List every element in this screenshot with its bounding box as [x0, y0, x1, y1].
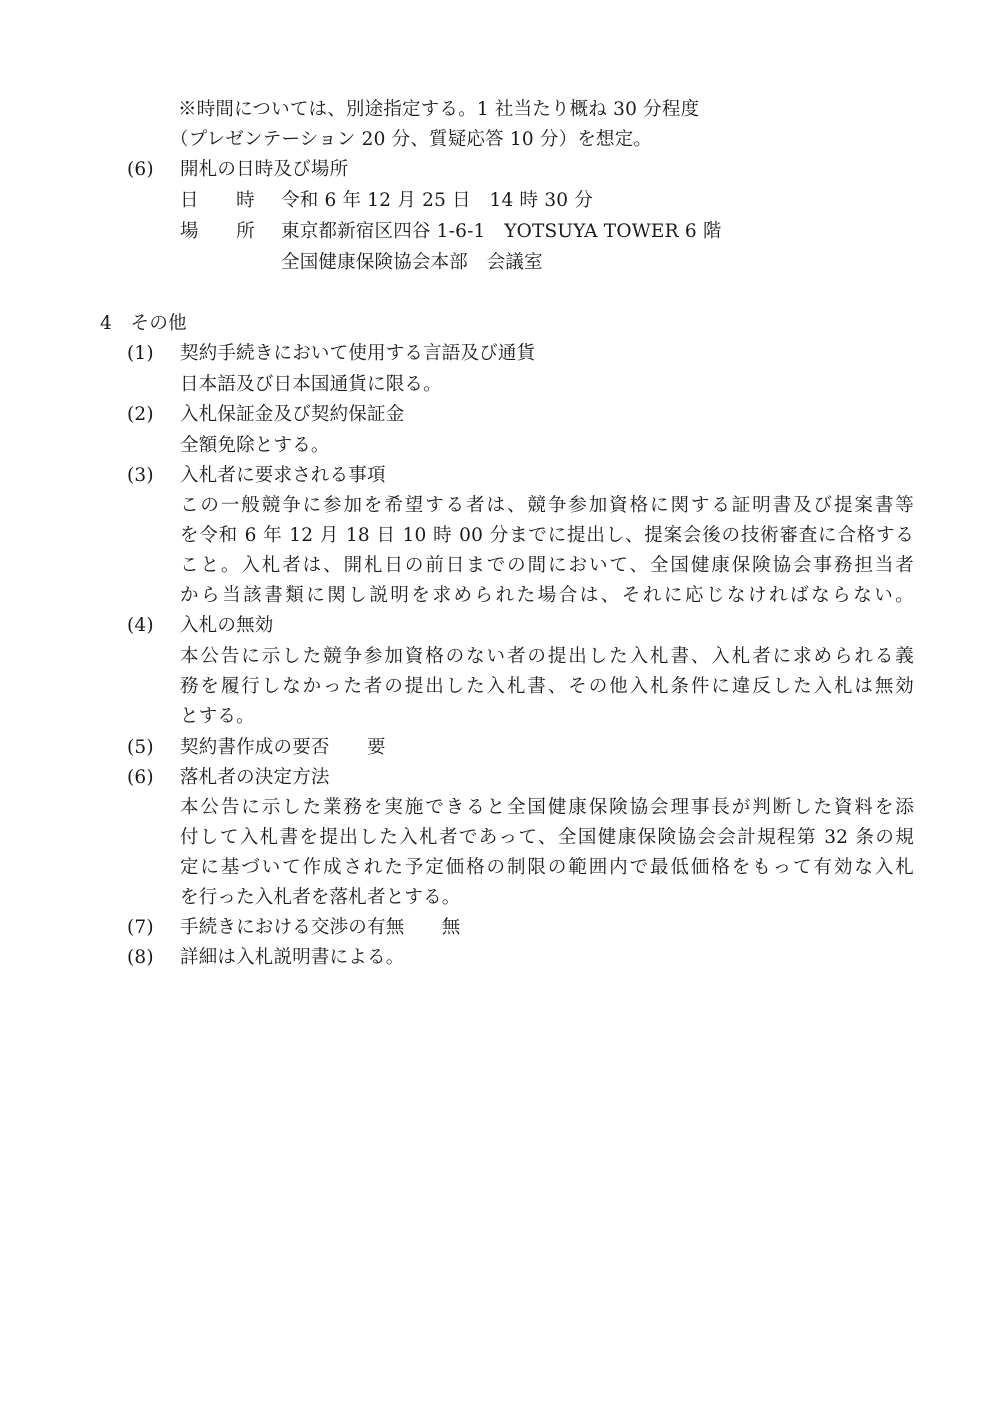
item-body-line: この一般競争に参加を希望する者は、競争参加資格に関する証明書及び提案書等 — [180, 495, 914, 516]
date-label: 日 時 — [180, 190, 255, 211]
item-body-line: 日本語及び日本国通貨に限る。 — [180, 374, 442, 395]
item-title: 詳細は入札説明書による。 — [180, 947, 405, 968]
item-number: (5) — [127, 737, 154, 758]
place-label: 場 所 — [180, 221, 255, 242]
item-number: (1) — [127, 343, 154, 364]
note-line-2: （プレゼンテーション 20 分、質疑応答 10 分）を想定。 — [170, 129, 653, 150]
item-body-line: とする。 — [180, 706, 255, 727]
place-value-1: 東京都新宿区四谷 1-6-1 YOTSUYA TOWER 6 階 — [281, 221, 722, 242]
item-body-line: 本公告に示した競争参加資格のない者の提出した入札書、入札者に求められる義 — [180, 646, 915, 667]
item-title: 落札者の決定方法 — [180, 767, 330, 788]
place-value-2: 全国健康保険協会本部 会議室 — [281, 252, 543, 273]
note-line-1: ※時間については、別途指定する。1 社当たり概ね 30 分程度 — [178, 99, 700, 120]
item-body-line: 本公告に示した業務を実施できると全国健康保険協会理事長が判断した資料を添 — [180, 797, 915, 818]
item-number: (3) — [127, 465, 154, 486]
date-value: 令和 6 年 12 月 25 日 14 時 30 分 — [281, 190, 594, 211]
item-body-line: を令和 6 年 12 月 18 日 10 時 00 分までに提出し、提案会後の技術審査に合格する — [180, 525, 914, 546]
item-body-line: 付して入札書を提出した入札者であって、全国健康保険協会会計規程第 32 条の規 — [180, 827, 914, 848]
item-title: 開札の日時及び場所 — [180, 159, 349, 180]
section-heading: 4 その他 — [100, 313, 187, 334]
item-body-line: を行った入札者を落札者とする。 — [180, 887, 461, 908]
item-number: (6) — [127, 767, 154, 788]
item-body-line: から当該書類に関し説明を求められた場合は、それに応じなければならない。 — [180, 585, 914, 606]
item-title: 契約手続きにおいて使用する言語及び通貨 — [180, 343, 536, 364]
item-body-line: こと。入札者は、開札日の前日までの間において、全国健康保険協会事務担当者 — [180, 555, 914, 576]
item-number: (7) — [127, 917, 154, 938]
item-title: 契約書作成の要否 要 — [180, 737, 386, 758]
item-number: (6) — [127, 159, 154, 180]
item-title: 入札の無効 — [180, 615, 274, 636]
item-title: 入札者に要求される事項 — [180, 465, 386, 486]
item-number: (4) — [127, 615, 154, 636]
item-title: 手続きにおける交渉の有無 無 — [180, 917, 461, 938]
item-body-line: 定に基づいて作成された予定価格の制限の範囲内で最低価格をもって有効な入札 — [180, 857, 915, 878]
item-number: (8) — [127, 947, 154, 968]
item-body-line: 全額免除とする。 — [180, 435, 330, 456]
item-number: (2) — [127, 404, 154, 425]
item-title: 入札保証金及び契約保証金 — [180, 404, 405, 425]
item-body-line: 務を履行しなかった者の提出した入札書、その他入札条件に違反した入札は無効 — [180, 676, 915, 697]
